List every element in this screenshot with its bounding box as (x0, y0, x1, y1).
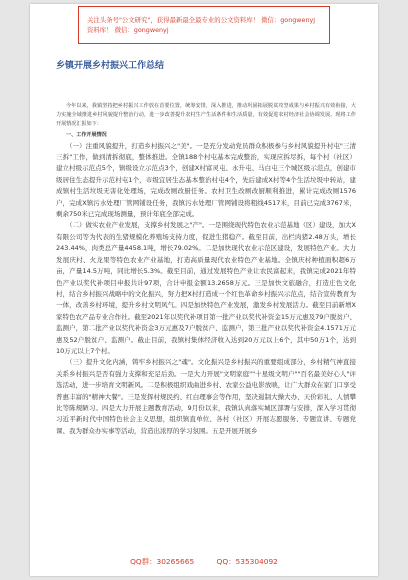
section-heading: 一、工作开展情况 (66, 131, 107, 138)
document-body (56, 102, 356, 437)
banner-line: 关注头条号"公文研究"，获得最新最全最专业的公文资料库！ 微信：gongwenyj (87, 16, 316, 24)
document-page (30, 4, 378, 576)
contact-footer (30, 556, 378, 567)
paragraph: （一）注重风貌提升，打造乡村振兴之"美"。一是充分发动党员群众积极参与乡村风貌提升村屯"三清三拆"工作，做到清拆彻底，整体推进。全镇188个村屯基本完成整治，实现应拆尽拆，每个村（社区）建立村级示范点5个，镇级设立示范点3个，创建X村富灵屯、永升屯、马白屯三个城区级示范点，创建市级居住生态提升示范村屯1个，市级宜居生态基本整治村屯4个，先后建成X村等4个生活垃圾中转站，建成镇村生活垃圾无害化处理场，完成改厕改厨任务。农村卫生改厕改厨顺利推进，累计完成改厕1576户，完成X镇污水处理厂管网铺设任务，我镇污水处理厂管网铺设将粗线4517米，目前已完成3767米，剩余750米已完成现场测量，预计年底全部完成。 (56, 141, 356, 219)
promo-banner (78, 6, 330, 44)
paragraph: （三）提升文化内涵，铸牢乡村振兴之"魂"。文化振兴是乡村振兴的重要组成部分，乡村精气神直接关系乡村振兴是否有强力支撑和充足后劲。一是大力开展"文明家庭""十星级文明户""百名最美好心人"评选活动，进一步培育文明新风。二是积极组织戏曲进乡村、农家公益电影放映，让广大群众在家门口享受普惠丰富的"精神大餐"。三是发挥村规民约、红白理事会等作用，坚决遏制大操大办、天价彩礼、人情攀比等陈规陋习。四是大力开展主题教育活动，9月份以来，我镇认真落实城区部署与安排，深入学习贯彻习近平新时代中国特色社会主义思想，组织镇直单位、各村（社区）开展志愿服务、专题宣讲、专题党课、我为群众办实事等活动，营造出浓厚的学习氛围。五是开展开展乡 (56, 358, 356, 435)
qq-group-text: QQ群：30265665 (130, 557, 195, 566)
page-title: 乡镇开展乡村振兴工作总结 (56, 61, 165, 71)
paragraph: （二）做实农业产业发展，支撑乡村发展之"产"。一是围绕现代特色农业示范基地（区）建设，加大X有限公司等为代表的生猪规模化养殖场支持力度，促进生猪稳产。截至目前，出栏肉猪2.48万头，增长243.44%，肉类总产量4458.1吨，增长79.02%。二是加快现代农业示范区建设，发展特色产业。大力发展庆村、火龙果等特色农业产业基地，打造高质量现代农业特色产业基地。全镇庆村种植面积超6万亩，产量14.5万吨，同比增长5.3%。截至目前，通过发展特色产业让农民富起来，我镇完成2021年特色产业以奖代补项目申报共计97项，合计申报金额13.2658万元。三是加快文旅融合，打造庄色文化村，结合乡村振兴战略中的文化振兴，努力把X村打造成一个红色革命乡村振兴示范点，结合宣传教育为一体，改善乡村环境，提升乡村文明风气。四是加快特色产业发展，激发乡村发展活力。截至目前新增X家特色农产品专业合作社。截至2021年以奖代补项目第一批产业以奖代补资金15万元惠及79户脱贫户、监测户，第二批产业以奖代补资金3万元惠及7户脱贫户、监测户，第三批产业以奖代补资金4.1571万元惠及52户脱贫户、监测户。截止目前，我镇村集体经济收入达到20万元以上6个，其中50万1个，达到10万元以上7个村。 (56, 221, 356, 355)
qq-text: QQ：535304092 (216, 557, 278, 566)
intro-paragraph: 今年以来，我镇坚持把乡村振兴工作放在首要位置，统筹安排，深入推进，推动巩固拓展脱贫攻坚成果与乡村振兴有效衔接，大力实施全域推进乡村风貌提升整治行动，进一步改善提升农村生产生活条件和生活质量，有效促进农村经济社会协调发展。现将工作开展情况汇报如下： (56, 103, 356, 127)
banner-line: 资料库！ 微信：gongwenyj (87, 26, 169, 34)
